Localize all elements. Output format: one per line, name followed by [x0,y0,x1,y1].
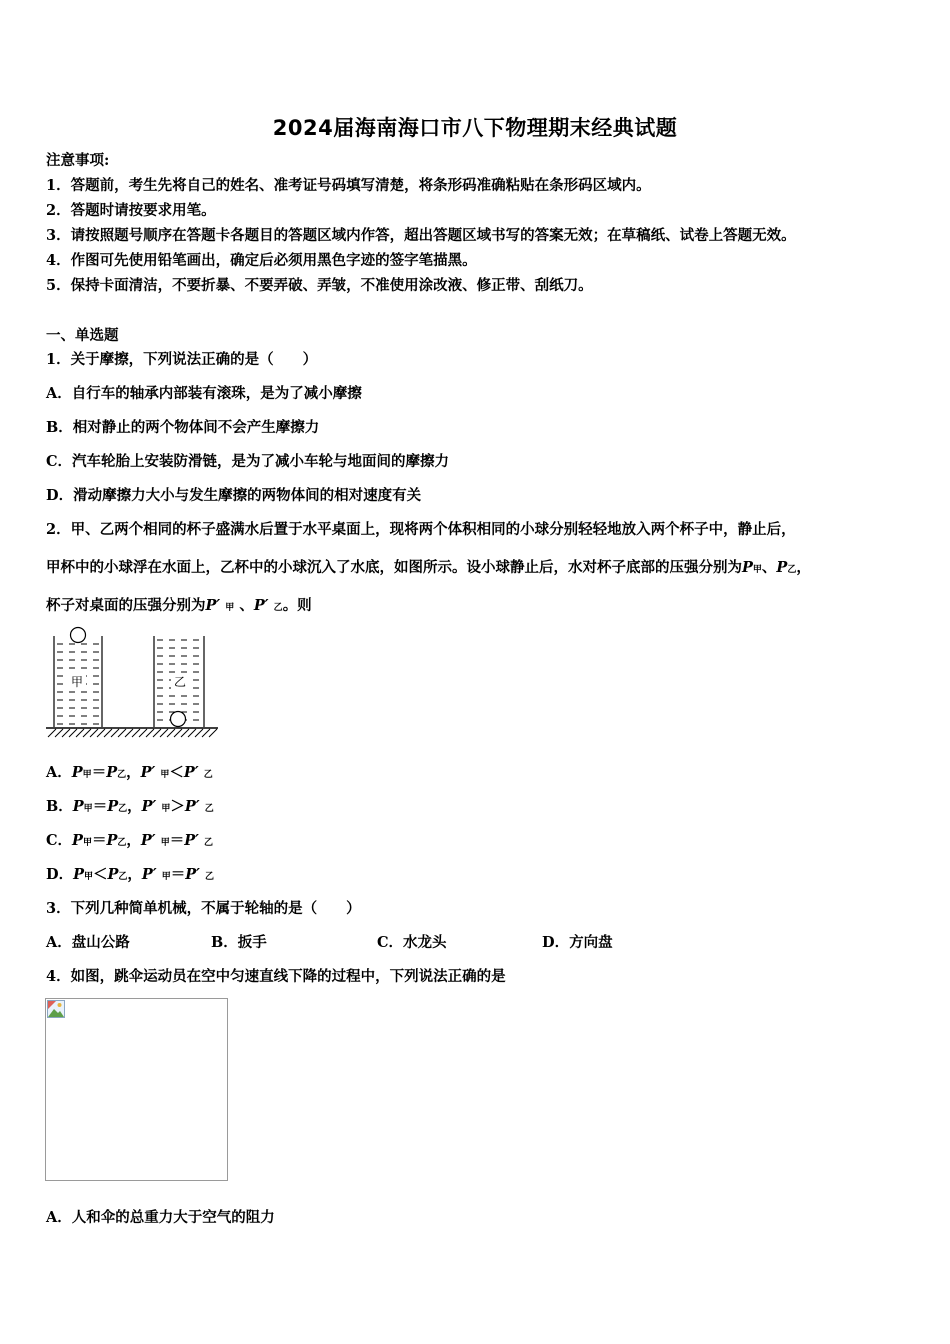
question-2-option: B．P甲＝P乙，P′ 甲＞P′ 乙 [46,798,214,815]
question-3-stem: 3．下列几种简单机械，不属于轮轴的是（ ） [46,900,361,917]
page-title: 2024届海南海口市八下物理期末经典试题 [272,116,678,140]
hatch-line [195,729,203,737]
hatch-line [132,729,140,737]
section-heading: 一、单选题 [46,327,119,344]
cup-yi [154,636,204,727]
question-3-option: D．方向盘 [542,934,613,951]
hatch-line [160,729,168,737]
hatch-line [69,729,77,737]
hatch-line [62,729,70,737]
question-3-option: B．扳手 [211,934,267,951]
question-1-option: D．滑动摩擦力大小与发生摩擦的两物体间的相对速度有关 [46,487,422,504]
question-2-option: A．P甲＝P乙，P′ 甲＜P′ 乙 [46,764,213,781]
question-2-line-1: 2．甲、乙两个相同的杯子盛满水后置于水平桌面上，现将两个体积相同的小球分别轻轻地放入两个杯子中，静止后， [46,521,796,538]
question-2-line-2: 甲杯中的小球浮在水面上，乙杯中的小球沉入了水底，如图所示。设小球静止后，水对杯子底部的压强分别为P甲、P乙， [46,559,811,576]
hatch-line [188,729,196,737]
hatch-line [83,729,91,737]
hatch-line [167,729,175,737]
sunk-ball [171,712,186,727]
hatch-line [118,729,126,737]
hatch-line [125,729,133,737]
cup-label-yi: 乙 [173,675,187,689]
hatch-line [153,729,161,737]
question-3-options [46,933,906,953]
question-2-option: D．P甲＜P乙，P′ 甲＝P′ 乙 [46,866,215,883]
notice-item: 5．保持卡面清洁，不要折暴、不要弄破、弄皱，不准使用涂改液、修正带、刮纸刀。 [46,277,593,294]
broken-image-icon [47,1000,65,1018]
hatch-line [202,729,210,737]
question-2-line-3: 杯子对桌面的压强分别为P′ 甲 、P′ 乙。则 [46,597,312,614]
broken-image-placeholder [45,998,228,1181]
cup-jia [54,628,102,728]
question-1-stem: 1．关于摩擦，下列说法正确的是（ ） [46,351,318,368]
hatch-line [48,729,56,737]
floating-ball [71,628,86,643]
hatch-line [209,729,217,737]
hatch-line [111,729,119,737]
question-2-option: C．P甲＝P乙，P′ 甲＝P′ 乙 [46,832,214,849]
notice-heading: 注意事项: [46,152,110,169]
hatch-line [139,729,147,737]
hatch-line [55,729,63,737]
question-4-stem: 4．如图，跳伞运动员在空中匀速直线下降的过程中，下列说法正确的是 [46,968,506,985]
cup-label-jia: 甲 [70,675,84,689]
notice-item: 3．请按照题号顺序在答题卡各题目的答题区域内作答，超出答题区域书写的答案无效；在草稿纸、试卷上答题无效。 [46,227,796,244]
hatch-line [174,729,182,737]
hatch-line [146,729,154,737]
hatch-line [76,729,84,737]
hatch-line [90,729,98,737]
hatch-line [104,729,112,737]
table-hatching [48,729,217,737]
notice-item: 2．答题时请按要求用笔。 [46,202,216,219]
hatch-line [97,729,105,737]
question-3-option: A．盘山公路 [46,934,130,951]
question-3-option: C．水龙头 [377,934,447,951]
question-1-option: A．自行车的轴承内部装有滚珠，是为了减小摩擦 [46,385,362,402]
question-1-option: C．汽车轮胎上安装防滑链，是为了减小车轮与地面间的摩擦力 [46,453,450,470]
notice-item: 1．答题前，考生先将自己的姓名、准考证号码填写清楚，将条形码准确粘贴在条形码区域内。 [46,177,651,194]
notice-item: 4．作图可先使用铅笔画出，确定后必须用黑色字迹的签字笔描黑。 [46,252,477,269]
question-1-option: B．相对静止的两个物体间不会产生摩擦力 [46,419,320,436]
hatch-line [181,729,189,737]
two-cups-figure [44,626,220,741]
question-4-option: A．人和伞的总重力大于空气的阻力 [46,1209,275,1226]
